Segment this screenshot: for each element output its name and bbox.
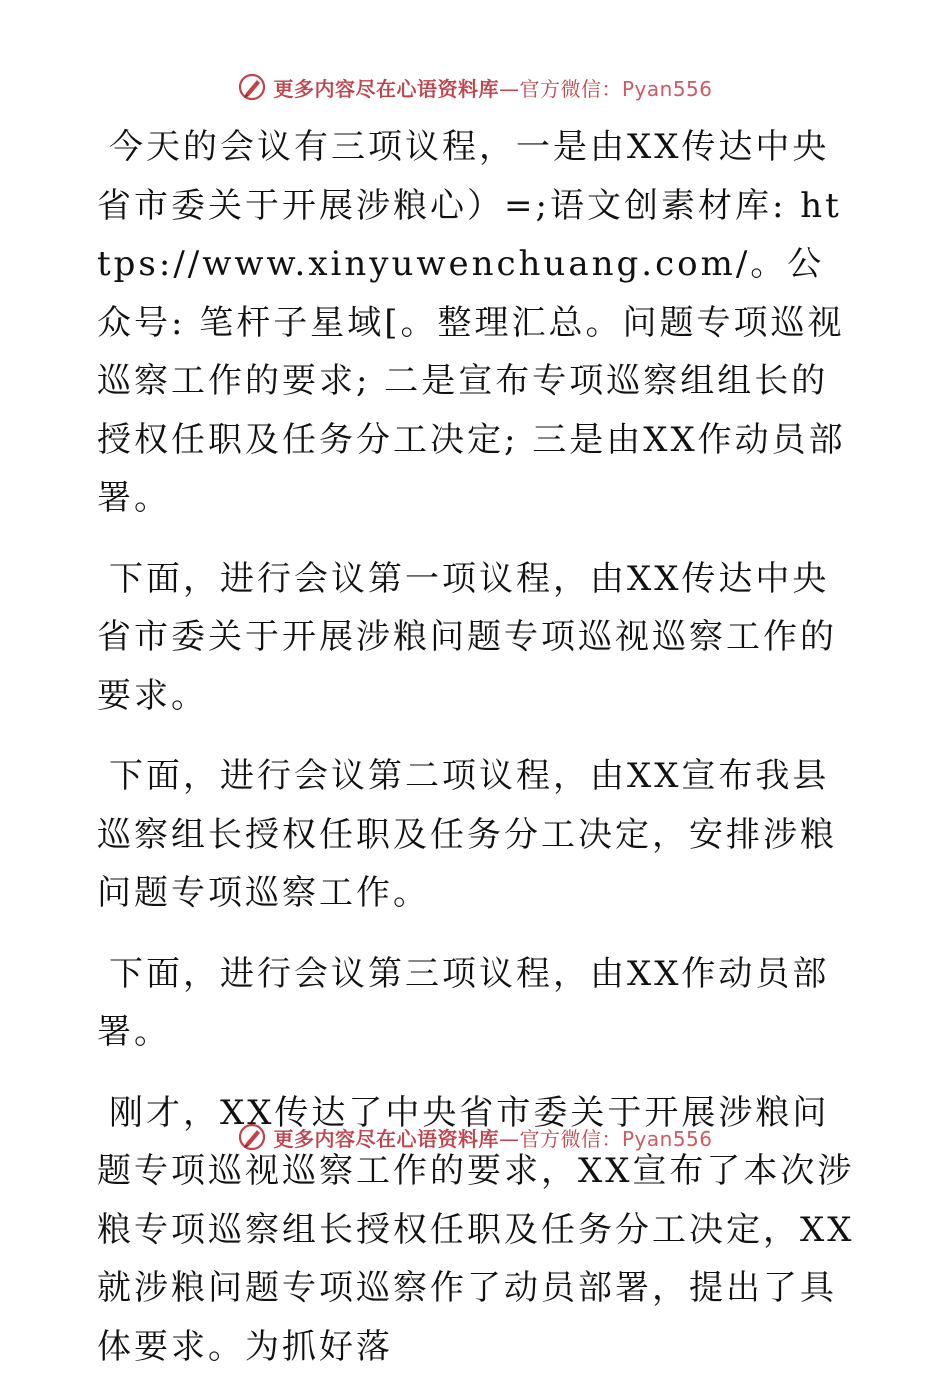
pen-logo-icon: [237, 72, 267, 102]
header-banner-dash: —: [498, 76, 520, 101]
paragraph-item-three: 下面，进行会议第三项议程，由XX作动员部署。: [97, 953, 830, 1052]
footer-banner-wechat-id: Pyan556: [621, 1126, 713, 1151]
document-body: [97, 118, 857, 1398]
footer-banner: [0, 1122, 950, 1152]
footer-banner-text: [273, 1123, 712, 1152]
paragraph-item-one: 下面，进行会议第一项议程，由XX传达中央省市委关于开展涉粮问题专项巡视巡察工作的要求。: [97, 558, 837, 716]
paragraph-item-two: 下面，进行会议第二项议程，由XX宣布我县巡察组长授权任职及任务分工决定，安排涉粮问题专项巡察工作。: [97, 756, 837, 913]
header-banner-text: [273, 73, 712, 102]
paragraph-summary: 刚才，XX传达了中央省市委关于开展涉粮问题专项巡视巡察工作的要求，XX宣布了本次涉粮专项巡察组长授权任职及任务分工决定，XX就涉粮问题专项巡察作了动员部署，提出了具体要求。为抓好落: [97, 1092, 855, 1367]
header-banner-wechat-label: 官方微信：: [519, 76, 622, 101]
pen-logo-icon: [237, 1122, 267, 1152]
footer-banner-title: 更多内容尽在心语资料库: [273, 1126, 499, 1151]
footer-banner-dash: —: [498, 1126, 520, 1151]
paragraph-agenda: 今天的会议有三项议程，一是由XX传达中央省市委关于开展涉粮心）=;语文创素材库: https://www.xinyuwenchuang.com/。公众号: 笔杆子星域[。整理汇总。问题专项巡视巡察工作的要求; 二是宣布专项巡察组组长的授权任职及任务分工决定; 三是由XX作动员部署。: [97, 127, 846, 518]
footer-banner-wechat-label: 官方微信：: [519, 1126, 622, 1151]
header-banner-wechat-id: Pyan556: [621, 76, 713, 101]
header-banner-title: 更多内容尽在心语资料库: [273, 76, 499, 101]
header-banner: [0, 72, 950, 102]
